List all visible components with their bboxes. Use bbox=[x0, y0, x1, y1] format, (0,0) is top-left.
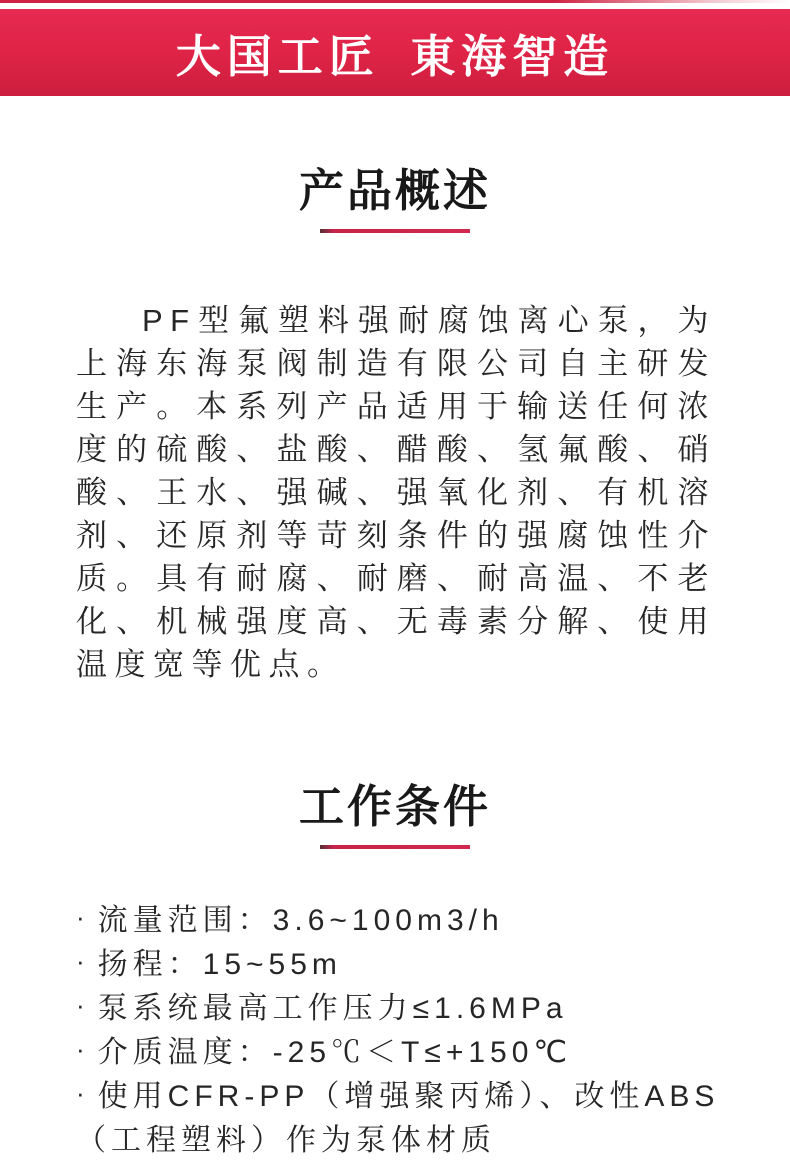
condition-item bbox=[76, 943, 750, 987]
condition-item bbox=[76, 987, 750, 1031]
condition-text: 扬程：15~55m bbox=[97, 948, 342, 981]
condition-text: 流量范围：3.6~100m3/h bbox=[97, 904, 504, 937]
bullet-dot: · bbox=[76, 1034, 90, 1064]
title-underline-overview bbox=[320, 229, 470, 233]
bullet-dot: · bbox=[76, 990, 90, 1020]
condition-item bbox=[76, 899, 750, 943]
title-underline-conditions bbox=[320, 845, 470, 849]
section-product-overview bbox=[0, 166, 790, 686]
bullet-dot: · bbox=[76, 946, 90, 976]
bullet-dot: · bbox=[76, 902, 90, 932]
banner-slogan: 大国工匠 東海智造 bbox=[175, 31, 615, 82]
condition-item bbox=[76, 1031, 750, 1075]
section-title-overview: 产品概述 bbox=[298, 165, 491, 216]
condition-text: 介质温度：-25℃＜T≤+150℃ bbox=[97, 1036, 573, 1069]
condition-text: 使用CFR-PP（增强聚丙烯）、改性ABS（工程塑料）作为泵体材质 bbox=[76, 1080, 720, 1157]
section-title-conditions: 工作条件 bbox=[298, 781, 491, 832]
condition-text: 泵系统最高工作压力≤1.6MPa bbox=[97, 992, 568, 1025]
product-description-paragraph: PF型氟塑料强耐腐蚀离心泵，为上海东海泵阀制造有限公司自主研发生产。本系列产品适用于输送任何浓度的硫酸、盐酸、醋酸、氢氟酸、硝酸、王水、强碱、强氧化剂、有机溶剂、还原剂等苛刻条件的强腐蚀性介质。具有耐腐、耐磨、耐高温、不老化、机械强度高、无毒素分解、使用温度宽等优点。 bbox=[76, 303, 716, 682]
section-working-conditions bbox=[0, 782, 790, 1163]
condition-item bbox=[76, 1075, 750, 1163]
top-accent-line bbox=[0, 0, 790, 3]
bullet-dot: · bbox=[76, 1078, 90, 1108]
conditions-list bbox=[76, 899, 750, 1163]
brand-banner bbox=[0, 9, 790, 96]
